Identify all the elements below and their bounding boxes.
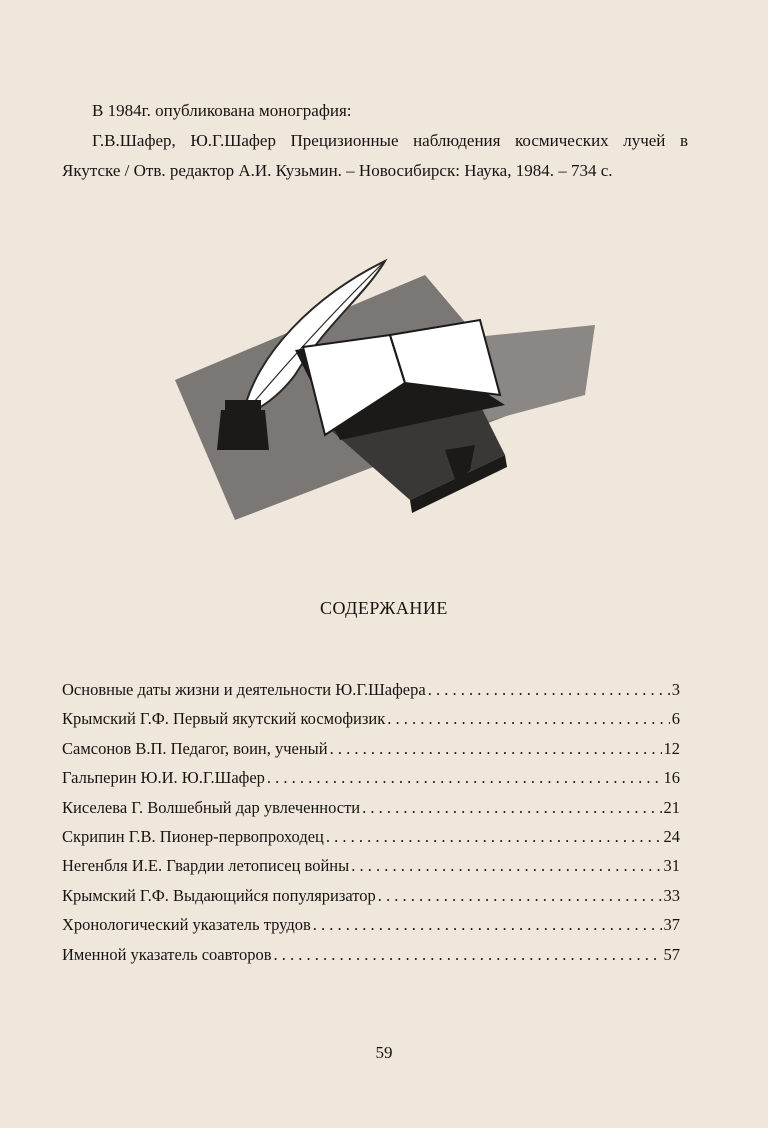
toc-entry-page: 33 [663,885,680,905]
toc-leader-dots [326,827,662,847]
toc-leader-dots [267,768,662,788]
toc-leader-dots [362,798,661,818]
toc-entry-label: Киселева Г. Волшебный дар увлеченности [62,797,361,817]
toc-entry-label: Скрипин Г.В. Пионер-первопроходец [62,826,324,846]
toc-leader-dots [428,680,670,700]
toc-entry [62,856,680,885]
intro-text [62,96,688,186]
toc-entry-page: 16 [663,768,680,788]
toc-leader-dots [330,739,662,759]
toc-leader-dots [313,915,662,935]
toc-leader-dots [378,886,662,906]
toc-entry-label: Именной указатель соавторов [62,944,272,964]
toc-entry-label: Крымский Г.Ф. Первый якутский космофизик [62,709,386,729]
toc-entry-label: Крымский Г.Ф. Выдающийся популяризатор [62,885,376,905]
table-of-contents [62,680,680,974]
toc-entry [62,886,680,915]
toc-entry-label: Самсонов В.П. Педагог, воин, ученый [62,738,328,758]
intro-line-1: В 1984г. опубликована монография: [92,101,352,120]
page-number: 59 [375,1043,393,1062]
toc-entry [62,768,680,797]
toc-entry [62,680,680,709]
toc-entry-page: 37 [663,915,680,935]
toc-entry [62,945,680,974]
toc-entry-page: 57 [663,944,680,964]
toc-entry-page: 21 [663,797,680,817]
monograph-citation: Г.В.Шафер, Ю.Г.Шафер Прецизионные наблюдения космических лучей в Якутске / Отв. редактор А.И. Кузьмин. – Новосибирск: Наука, 1984. – 734 с. [62,131,688,180]
toc-entry-page: 24 [663,826,680,846]
toc-entry [62,739,680,768]
toc-entry-page: 3 [671,680,680,699]
toc-title: СОДЕРЖАНИЕ [320,598,448,618]
toc-entry-page: 31 [663,856,680,876]
toc-entry-page: 12 [663,738,680,758]
toc-entry-label: Гальперин Ю.И. Ю.Г.Шафер [62,768,265,788]
toc-entry-label: Основные даты жизни и деятельности Ю.Г.Шафера [62,680,426,699]
toc-entry-label: Хронологический указатель трудов [62,915,311,935]
toc-leader-dots [274,945,662,965]
toc-entry [62,798,680,827]
book-quill-inkwell-icon [175,255,595,520]
toc-entry-label: Негенбля И.Е. Гвардии летописец войны [62,856,350,876]
toc-entry-page: 6 [671,709,680,729]
toc-entry [62,827,680,856]
toc-leader-dots [387,709,670,729]
toc-leader-dots [351,856,661,876]
toc-entry [62,709,680,738]
toc-entry [62,915,680,944]
